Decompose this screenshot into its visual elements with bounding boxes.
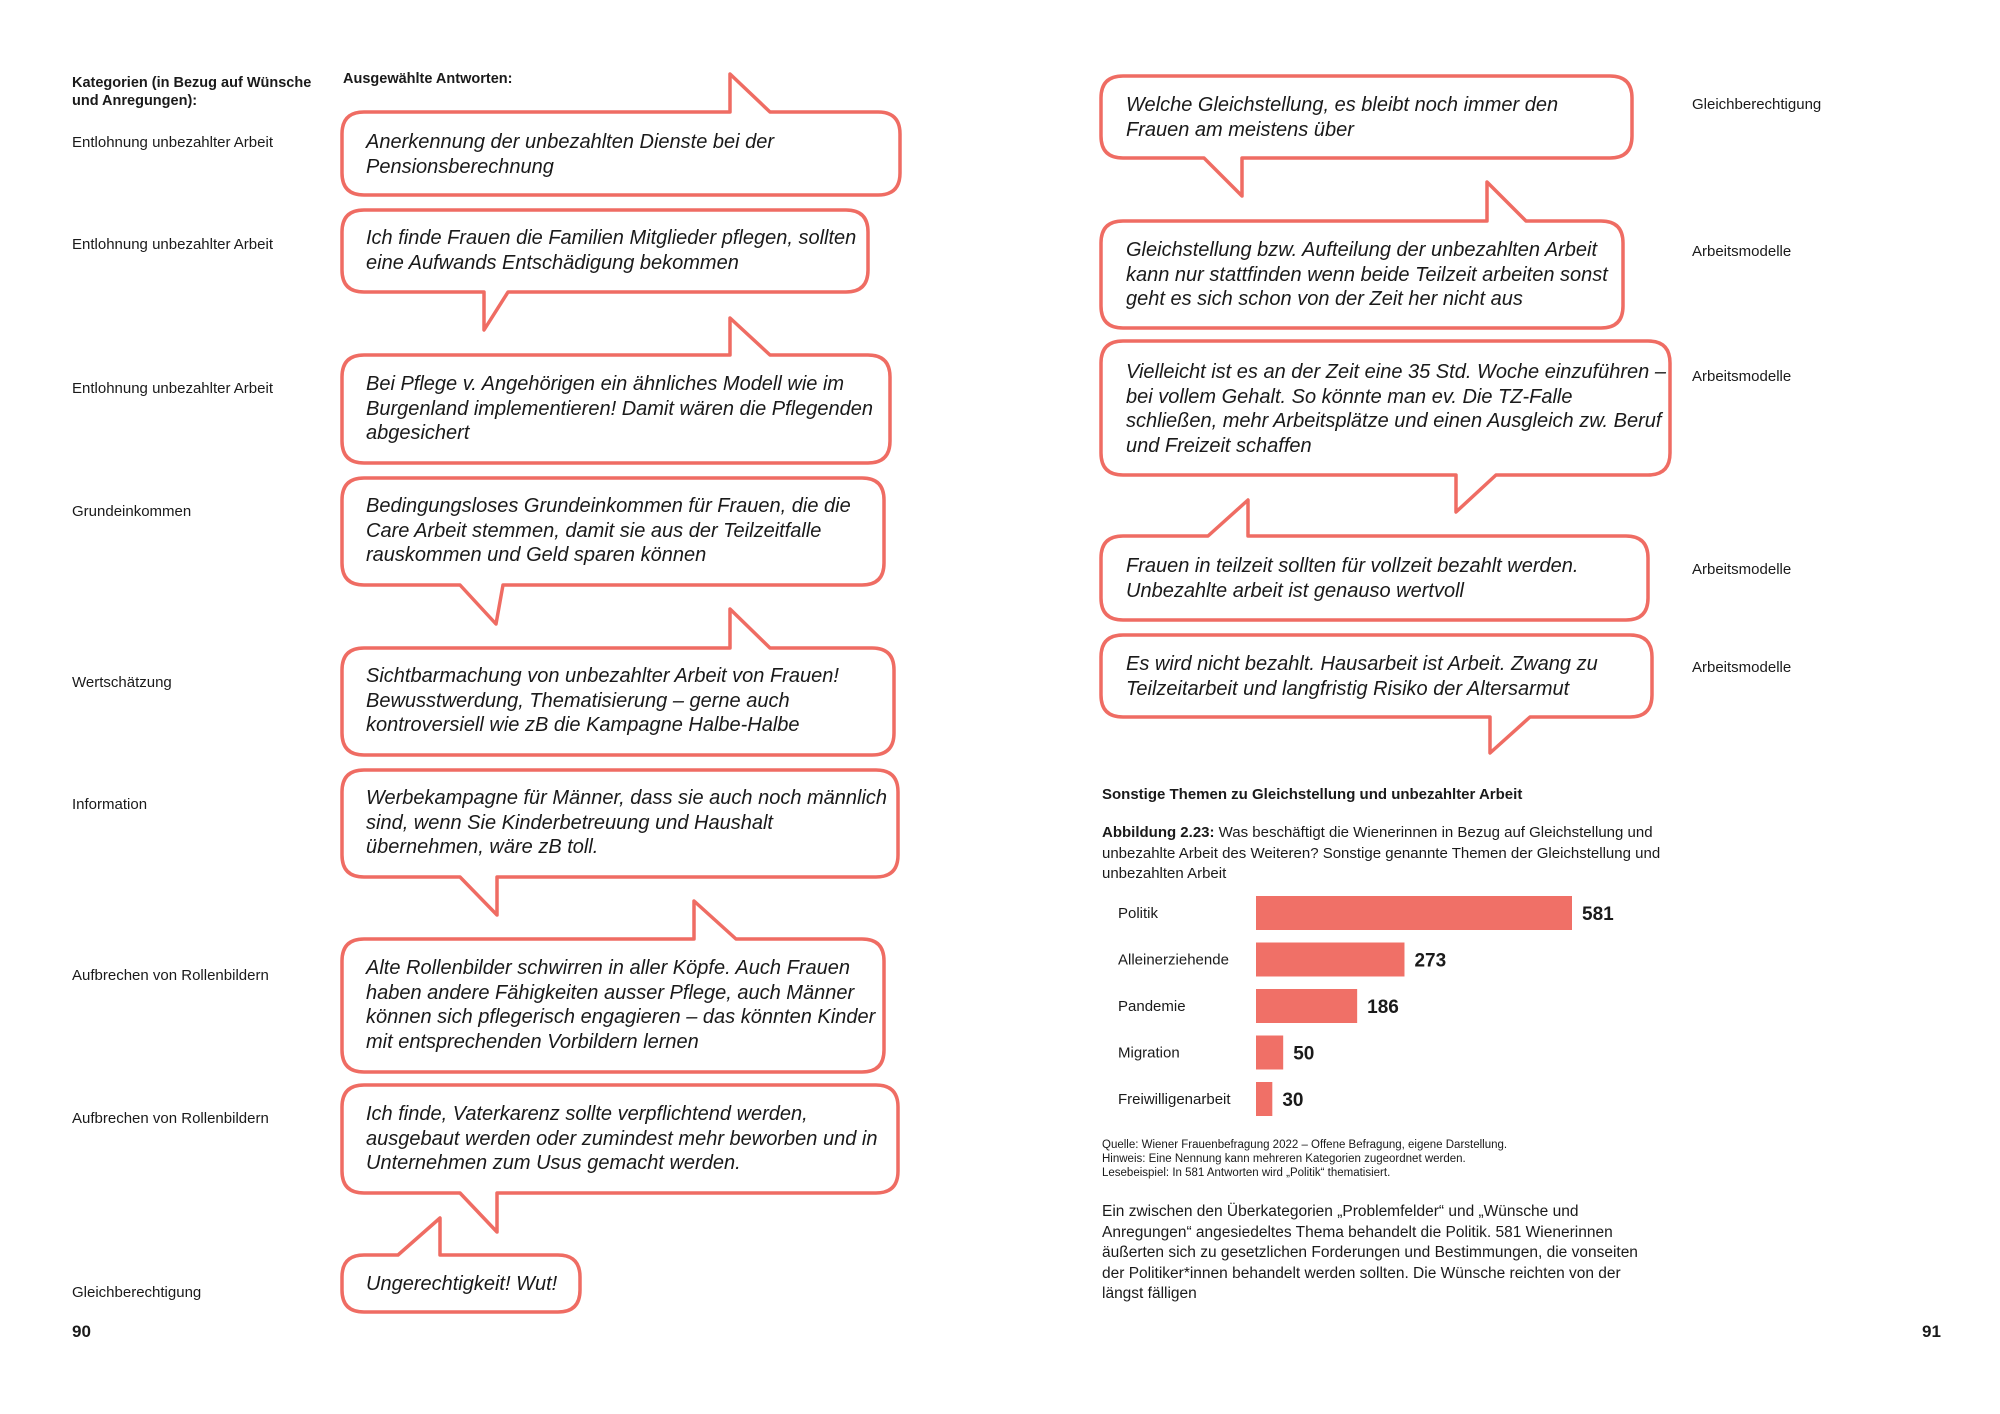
reading-example-line: Lesebeispiel: In 581 Antworten wird „Politik“ thematisiert. (1102, 1167, 1391, 1179)
bar-category-label: Alleinerziehende (1118, 951, 1229, 969)
bar-chart (1100, 890, 1660, 1130)
category-label: Grundeinkommen (72, 503, 192, 520)
category-label: Arbeitsmodelle (1692, 659, 1792, 676)
figure-caption (1102, 823, 1662, 885)
category-label: Aufbrechen von Rollenbildern (72, 967, 269, 984)
bar (1256, 1082, 1272, 1116)
category-label: Entlohnung unbezahlter Arbeit (72, 134, 273, 151)
answer-quote: Alte Rollenbilder schwirren in aller Köpfe. Auch Frauen haben andere Fähigkeiten ausser Pflege, auch Männer können sich pflegerisch engagieren – das könnten Kinder mit entsprechenden Vorbildern lernen (366, 957, 876, 1053)
section-title: Sonstige Themen zu Gleichstellung und unbezahlter Arbeit (1102, 786, 1523, 803)
category-label: Gleichberechtigung (72, 1284, 202, 1301)
bar (1256, 896, 1572, 930)
answer-quote: Bei Pflege v. Angehörigen ein ähnliches Modell wie im Burgenland implementieren! Damit wären die Pflegenden abgesichert (366, 373, 873, 444)
answer-quote: Es wird nicht bezahlt. Hausarbeit ist Arbeit. Zwang zu Teilzeitarbeit und langfristig Risiko der Altersarmut (1126, 653, 1598, 700)
category-label: Arbeitsmodelle (1692, 561, 1792, 578)
category-column-header: Kategorien (in Bezug auf Wünsche und Anregungen): (72, 75, 312, 109)
category-label: Entlohnung unbezahlter Arbeit (72, 236, 273, 253)
page-number-left: 90 (72, 1322, 91, 1341)
bar-category-label: Migration (1118, 1044, 1180, 1062)
answer-quote: Vielleicht ist es an der Zeit eine 35 Std. Woche einzuführen – bei vollem Gehalt. So könnte man ev. Die TZ-Falle schließen, mehr Arbeitsplätze und einen Ausgleich zw. Beruf und Freizeit schaffen (1126, 361, 1666, 457)
bar (1256, 943, 1404, 977)
answer-quote: Ungerechtigkeit! Wut! (366, 1273, 558, 1295)
answer-quote: Gleichstellung bzw. Aufteilung der unbezahlten Arbeit kann nur stattfinden wenn beide Teilzeit arbeiten sonst geht es sich schon von der Zeit her nicht aus (1126, 239, 1608, 310)
category-label: Wertschätzung (72, 674, 172, 691)
category-label: Entlohnung unbezahlter Arbeit (72, 380, 273, 397)
bar-category-label: Pandemie (1118, 998, 1186, 1015)
answer-quote: Ich finde Frauen die Familien Mitglieder pflegen, sollten eine Aufwands Entschädigung bekommen (366, 227, 857, 274)
answer-quote: Ich finde, Vaterkarenz sollte verpflichtend werden, ausgebaut werden oder zumindest mehr beworben und in Unternehmen zum Usus gemacht werden. (366, 1103, 878, 1174)
bar-category-label: Freiwilligenarbeit (1118, 1091, 1231, 1108)
source-notes (1102, 1138, 1662, 1180)
category-label: Aufbrechen von Rollenbildern (72, 1110, 269, 1127)
bar-value-label: 273 (1414, 950, 1447, 972)
category-label: Arbeitsmodelle (1692, 243, 1792, 260)
category-label: Information (72, 796, 148, 813)
answer-quote: Frauen in teilzeit sollten für vollzeit bezahlt werden. Unbezahlte arbeit ist genauso wertvoll (1126, 555, 1579, 602)
figure-label: Abbildung 2.23: (1102, 824, 1215, 841)
bar-value-label: 186 (1367, 997, 1399, 1018)
bar (1256, 989, 1357, 1023)
page-number-right: 91 (1922, 1322, 1941, 1341)
answer-quote: Werbekampagne für Männer, dass sie auch noch männlich sind, wenn Sie Kinderbetreuung und Haushalt übernehmen, wäre zB toll. (366, 787, 888, 858)
answers-column-header: Ausgewählte Antworten: (343, 71, 513, 87)
body-paragraph: Ein zwischen den Überkategorien „Problemfelder“ und „Wünsche und Anregungen“ angesiedeltes Thema behandelt die Politik. 581 Wienerinnen äußerten sich zu gesetzlichen Forderungen und Bestimmungen, die vonseiten der Politiker*innen behandelt werden sollten. Die Wünsche reichten von der längst fälligen (1102, 1203, 1638, 1302)
figure-caption-text: Was beschäftigt die Wienerinnen in Bezug auf Gleichstellung und unbezahlte Arbeit des Weiteren? Sonstige genannte Themen der Gleichstellung und unbezahlten Arbeit (1102, 824, 1661, 882)
speech-bubble (342, 1218, 580, 1312)
answer-quote: Bedingungsloses Grundeinkommen für Frauen, die die Care Arbeit stemmen, damit sie aus der Teilzeitfalle rauskommen und Geld sparen können (366, 495, 851, 566)
answer-quote: Sichtbarmachung von unbezahlter Arbeit von Frauen! Bewusstwerdung, Thematisierung – gerne auch kontroversiell wie zB die Kampagne Halbe-Halbe (366, 665, 839, 736)
answer-quote: Welche Gleichstellung, es bleibt noch immer den Frauen am meistens über (1126, 94, 1559, 141)
note-line: Hinweis: Eine Nennung kann mehreren Kategorien zugeordnet werden. (1102, 1153, 1466, 1165)
bar-value-label: 581 (1582, 904, 1614, 925)
bar-value-label: 50 (1293, 1043, 1315, 1065)
source-line: Quelle: Wiener Frauenbefragung 2022 – Offene Befragung, eigene Darstellung. (1102, 1139, 1508, 1151)
category-label: Arbeitsmodelle (1692, 368, 1792, 385)
bar-category-label: Politik (1118, 905, 1159, 922)
answer-quote: Anerkennung der unbezahlten Dienste bei der Pensionsberechnung (366, 131, 775, 178)
category-label: Gleichberechtigung (1692, 96, 1822, 113)
bar (1256, 1036, 1283, 1070)
bar-value-label: 30 (1282, 1090, 1304, 1111)
